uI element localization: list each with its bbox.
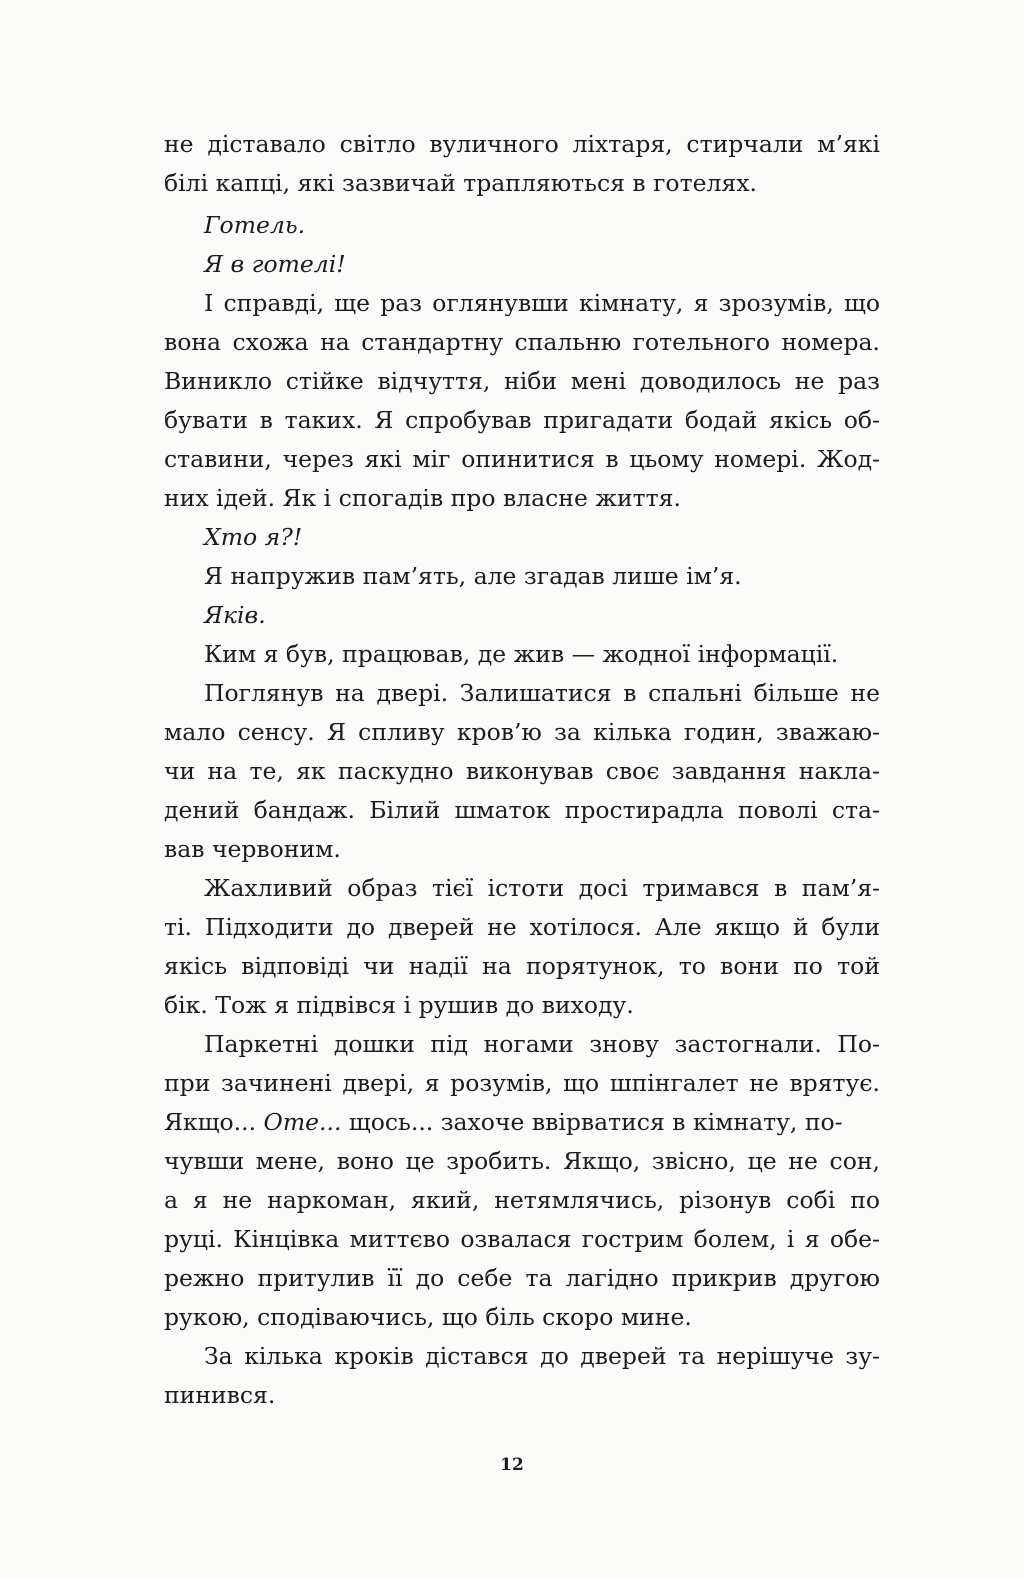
text-run-italic: Оте... bbox=[263, 1108, 342, 1136]
text-line: Поглянув на двері. Залишатися в спальні більше не bbox=[204, 679, 880, 707]
text-line: Жахливий образ тієї істоти досі тримався в пам’я- bbox=[204, 874, 880, 902]
text-line-italic: Готель. bbox=[204, 211, 306, 239]
text-line: Паркетні дошки під ногами знову застогнали. По- bbox=[204, 1030, 880, 1058]
text-line: Я напружив пам’ять, але згадав лише ім’я. bbox=[204, 562, 742, 590]
text-run: Якщо... bbox=[164, 1108, 264, 1136]
text-line: мало сенсу. Я спливу кров’ю за кілька годин, зважаю- bbox=[164, 718, 880, 746]
text-run: щось... захоче ввірватися в кімнату, по- bbox=[341, 1108, 843, 1136]
text-line: режно притулив її до себе та лагідно прикрив другою bbox=[164, 1264, 880, 1292]
text-line: Виникло стійке відчуття, ніби мені доводилось не раз bbox=[164, 367, 880, 395]
page-number: 12 bbox=[500, 1455, 524, 1475]
text-line: бік. Тож я підвівся і рушив до виходу. bbox=[164, 991, 634, 1019]
text-line: вона схожа на стандартну спальню готельного номера. bbox=[164, 328, 880, 356]
text-line: бувати в таких. Я спробував пригадати бодай якісь об- bbox=[164, 406, 880, 434]
text-line: руці. Кінцівка миттєво озвалася гострим болем, і я обе- bbox=[164, 1225, 880, 1253]
text-line: чи на те, як паскудно виконував своє завдання накла- bbox=[164, 757, 880, 785]
text-line: ті. Підходити до дверей не хотілося. Але якщо й були bbox=[164, 913, 880, 941]
text-line-italic: Я в готелі! bbox=[204, 250, 346, 278]
text-line: пинився. bbox=[164, 1381, 276, 1409]
text-line: них ідей. Як і спогадів про власне життя. bbox=[164, 484, 681, 512]
text-line: при зачинені двері, я розумів, що шпінгалет не врятує. bbox=[164, 1069, 880, 1097]
text-line: ставини, через які міг опинитися в цьому номері. Жод- bbox=[164, 445, 880, 473]
text-line-italic: Яків. bbox=[204, 601, 266, 629]
text-line: чувши мене, воно це зробить. Якщо, звісно, це не сон, bbox=[164, 1147, 880, 1175]
text-line: І справді, ще раз оглянувши кімнату, я зрозумів, що bbox=[204, 289, 880, 317]
text-line: а я не наркоман, який, нетямлячись, різонув собі по bbox=[164, 1186, 880, 1214]
text-line: білі капці, які зазвичай трапляються в готелях. bbox=[164, 169, 757, 197]
text-line: дений бандаж. Білий шматок простирадла поволі ста- bbox=[164, 796, 880, 824]
text-line-mixed bbox=[164, 1102, 880, 1142]
text-line: вав червоним. bbox=[164, 835, 341, 863]
text-line-italic: Хто я?! bbox=[204, 523, 303, 551]
text-line: За кілька кроків дістався до дверей та нерішуче зу- bbox=[204, 1342, 880, 1370]
text-line: рукою, сподіваючись, що біль скоро мине. bbox=[164, 1303, 692, 1331]
text-line: якісь відповіді чи надії на порятунок, то вони по той bbox=[164, 952, 880, 980]
text-line: не діставало світло вуличного ліхтаря, стирчали м’які bbox=[164, 130, 880, 158]
text-line: Ким я був, працював, де жив — жодної інформації. bbox=[204, 640, 839, 668]
